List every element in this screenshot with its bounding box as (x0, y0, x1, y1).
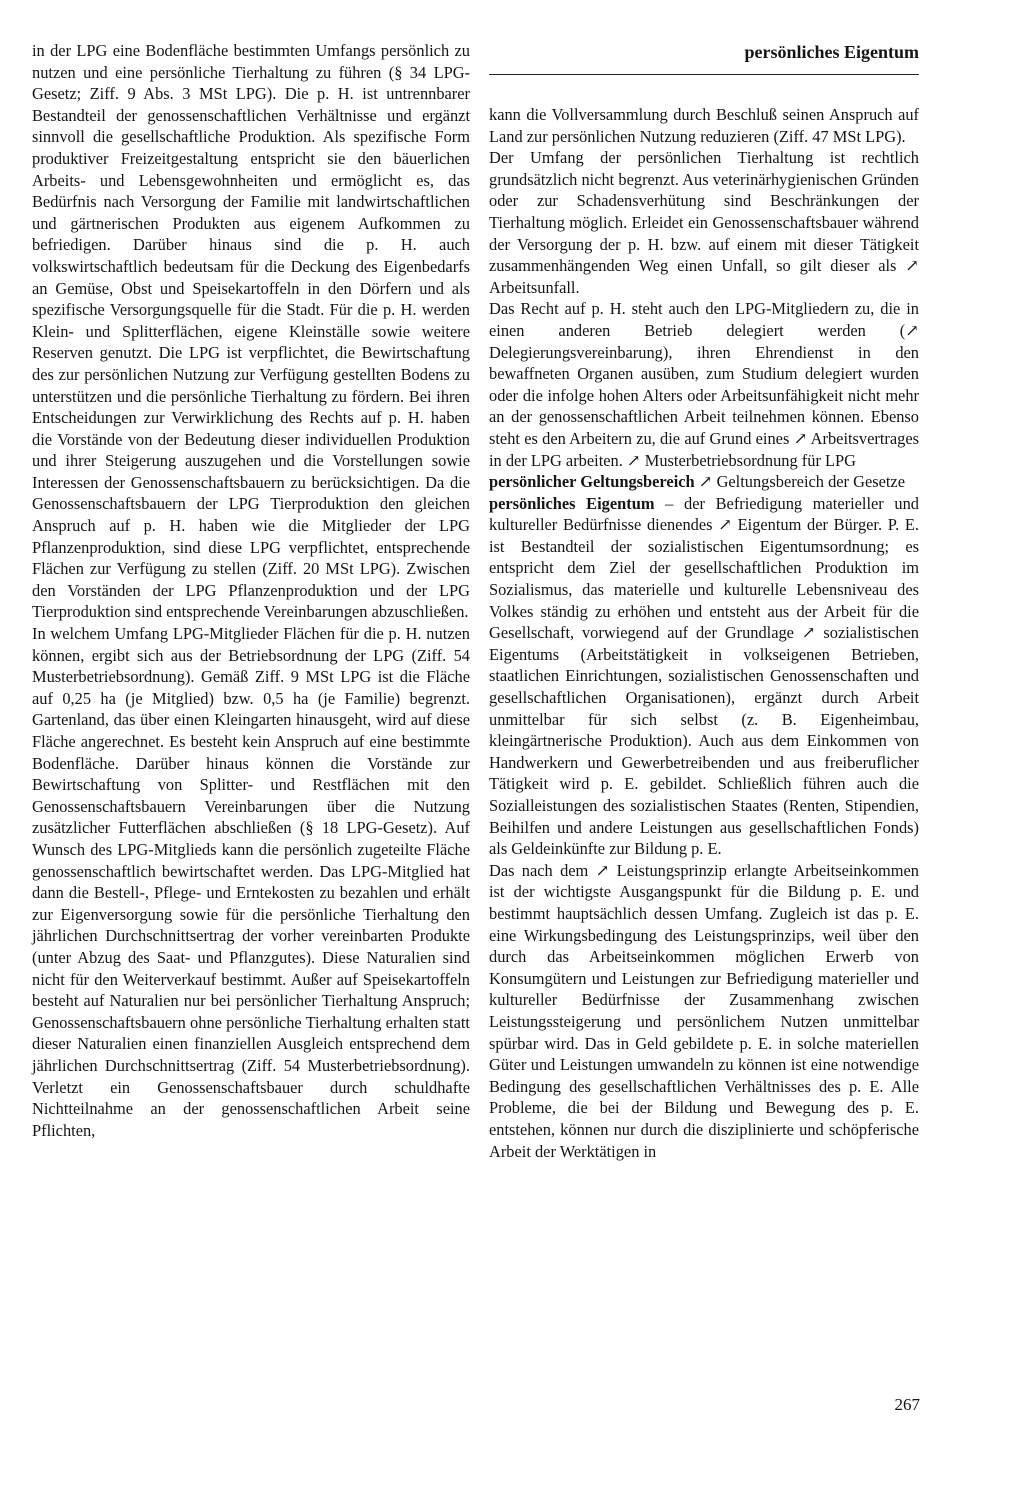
paragraph: Der Umfang der persönlichen Tierhaltung ist rechtlich grundsätzlich nicht begrenzt. Aus veterinärhygienischen Gründen oder zur Schadensverhütung sind Beschränkungen der Tierhaltung möglich. Erleidet ein Genossenschaftsbauer während der Versorgung der p. H. bzw. auf einem mit dieser Tätigkeit zusammenhängenden Weg einen Unfall, so gilt dieser als ↗ Arbeitsunfall. (489, 148, 919, 297)
paragraph: Das nach dem ↗ Leistungsprinzip erlangte Arbeitseinkommen ist der wichtigste Ausgangspunkt für die Bildung p. E. und bestimmt hauptsächlich dessen Umfang. Zugleich ist das p. E. eine Wirkungsbedingung des Leistungsprinzips, weil über den durch das Arbeitseinkommen möglichen Erwerb von Konsumgütern und Leistungen zur Befriedigung materieller und kultureller Bedürfnisse der Zusammenhang zwischen Leistungssteigerung und persönlichem Nutzen unmittelbar spürbar wird. Das in Geld gebildete p. E. in solche materiellen Güter und Leistungen umwandeln zu können ist eine notwendige Bedingung des gesellschaftlichen Verhältnisses des p. E. Alle Probleme, die bei der Bildung und Bewegung des p. E. entstehen, können nur durch die disziplinierte und schöpferische Arbeit der Werktätigen in (489, 860, 919, 1161)
header-rule (489, 74, 919, 75)
paragraph: In welchem Umfang LPG-Mitglieder Flächen für die p. H. nutzen können, ergibt sich aus der Betriebsordnung der LPG (Ziff. 54 Musterbetriebsordnung). Gemäß Ziff. 9 MSt LPG ist die Fläche auf 0,25 ha (je Mitglied) bzw. 0,5 ha (je Familie) begrenzt. Gartenland, das über einen Kleingarten hinausgeht, wird auf diese Fläche angerechnet. Es besteht kein Anspruch auf eine bestimmte Bodenfläche. Darüber hinaus können die Vorstände zur Bewirtschaftung von Splitter- und Restflächen mit den Genossenschaftsbauern Vereinbarungen über die Nutzung zusätzlicher Futterflächen abschließen (§ 18 LPG-Gesetz). Auf Wunsch des LPG-Mitglieds kann die persönlich zugeteilte Fläche genossenschaftlich bewirtschaftet werden. Das LPG-Mitglied hat dann die Bestell-, Pflege- und Erntekosten zu bezahlen und erhält zur Eigenversorgung sowie für die persönliche Tierhaltung den jährlichen Durchschnittsertrag der vorher vereinbarten Produkte (unter Abzug des Saat- und Pflanzgutes). Diese Naturalien sind nicht für den Weiterverkauf bestimmt. Außer auf Speisekartoffeln besteht auf Naturalien nur bei persönlicher Tierhaltung Anspruch; Genossenschaftsbauern ohne persönliche Tierhaltung erhalten statt dieser Naturalien einen finanziellen Ausgleich entsprechend dem jährlichen Durchschnittsertrag (Ziff. 54 Musterbetriebsordnung). Verletzt ein Genossenschaftsbauer durch schuldhafte Nichtteilnahme an der genossenschaftlichen Arbeit seine Pflichten, (32, 624, 470, 1140)
left-column (32, 40, 470, 1141)
page-number: 267 (894, 1395, 920, 1414)
entry-text: ↗ Geltungsbereich der Gesetze (694, 472, 905, 492)
paragraph: kann die Vollversammlung durch Beschluß seinen Anspruch auf Land zur persönlichen Nutzung reduzieren (Ziff. 47 MSt LPG). (489, 105, 919, 146)
entry-text: – der Befriedigung materieller und kultureller Bedürfnisse dienendes ↗ Eigentum der Bürger. P. E. ist Bestandteil der sozialistischen Eigentumsordnung; es entspricht dem Ziel der gesellschaftlichen Produktion im Sozialismus, das materielle und kulturelle Lebensniveau des Volkes ständig zu erhöhen und entsteht aus der Arbeit für die Gesellschaft, vorwiegend auf der Grundlage ↗ sozialistischen Eigentums (Arbeitstätigkeit in volkseigenen Betrieben, staatlichen Einrichtungen, sozialistischen Genossenschaften und gesellschaftlichen Organisationen), ergänzt durch Arbeit unmittelbar für sich selbst (z. B. Eigenheimbau, kleingärtnerische Produktion). Auch aus dem Einkommen von Handwerkern und Gewerbetreibenden und aus freiberuflicher Tätigkeit wird p. E. gebildet. Schließlich führen auch die Sozialleistungen des sozialistischen Staates (Renten, Stipendien, Beihilfen und andere Leistungen aus gesellschaftlichen Fonds) als Geldeinkünfte zur Bildung p. E. (489, 493, 919, 859)
entry-keyword: persönliches Eigentum (489, 493, 655, 513)
paragraph: Das Recht auf p. H. steht auch den LPG-Mitgliedern zu, die in einen anderen Betrieb delegiert werden (↗ Delegierungsvereinbarung), ihren Ehrendienst in den bewaffneten Organen ausüben, zum Studium delegiert wurden oder die infolge hohen Alters oder Arbeitsunfähigkeit nicht mehr an der genossenschaftlichen Arbeit teilnehmen können. Ebenso steht es den Arbeitern zu, die auf Grund eines ↗ Arbeitsvertrages in der LPG arbeiten. ↗ Musterbetriebsordnung für LPG (489, 299, 919, 470)
running-head: persönliches Eigentum (744, 42, 919, 62)
paragraph: in der LPG eine Bodenfläche bestimmten Umfangs persönlich zu nutzen und eine persönliche Tierhaltung zu führen (§ 34 LPG-Gesetz; Ziff. 9 Abs. 3 MSt LPG). Die p. H. ist untrennbarer Bestandteil der genossenschaftlichen Verhältnisse und ergänzt sinnvoll die gesellschaftliche Produktion. Als spezifische Form produktiver Freizeitgestaltung entspricht sie den bäuerlichen Arbeits- und Lebensgewohnheiten und ermöglicht es, das Bedürfnis nach Versorgung der Familie mit landwirtschaftlichen und gärtnerischen Produkten aus eigenem Aufkommen zu befriedigen. Darüber hinaus sind die p. H. auch volkswirtschaftlich bedeutsam für die Deckung des Eigenbedarfs an Gemüse, Obst und Speisekartoffeln in den Dörfern und als spezifische Versorgungsquelle für die Stadt. Für die p. H. werden Klein- und Splitterflächen, eigene Kleinställe sowie weitere Reserven genutzt. Die LPG ist verpflichtet, die Bewirtschaftung des zur persönlichen Nutzung zur Verfügung gestellten Bodens zu unterstützen und die persönliche Tierhaltung zu fördern. Bei ihren Entscheidungen zur Verwirklichung des Rechts auf p. H. haben die Vorstände von der Bedeutung dieser individuellen Produktion und ihrer Steigerung auszugehen und die Vorstellungen sowie Interessen der Genossenschaftsbauern zu berücksichtigen. Da die Genossenschaftsbauern der LPG Tierproduktion den gleichen Anspruch auf p. H. haben wie die Mitglieder der LPG Pflanzenproduktion, sind diese LPG verpflichtet, entsprechende Flächen zur Verfügung zu stellen (Ziff. 20 MSt LPG). Zwischen den Vorständen der LPG Pflanzenproduktion und der LPG Tierproduktion sind entsprechende Vereinbarungen abzuschließen. (32, 41, 470, 622)
dictionary-entry-eigentum (489, 493, 919, 860)
entry-keyword: persönlicher Geltungsbereich (489, 472, 695, 492)
dictionary-entry-geltungsbereich (489, 471, 919, 493)
right-column (489, 104, 919, 1162)
